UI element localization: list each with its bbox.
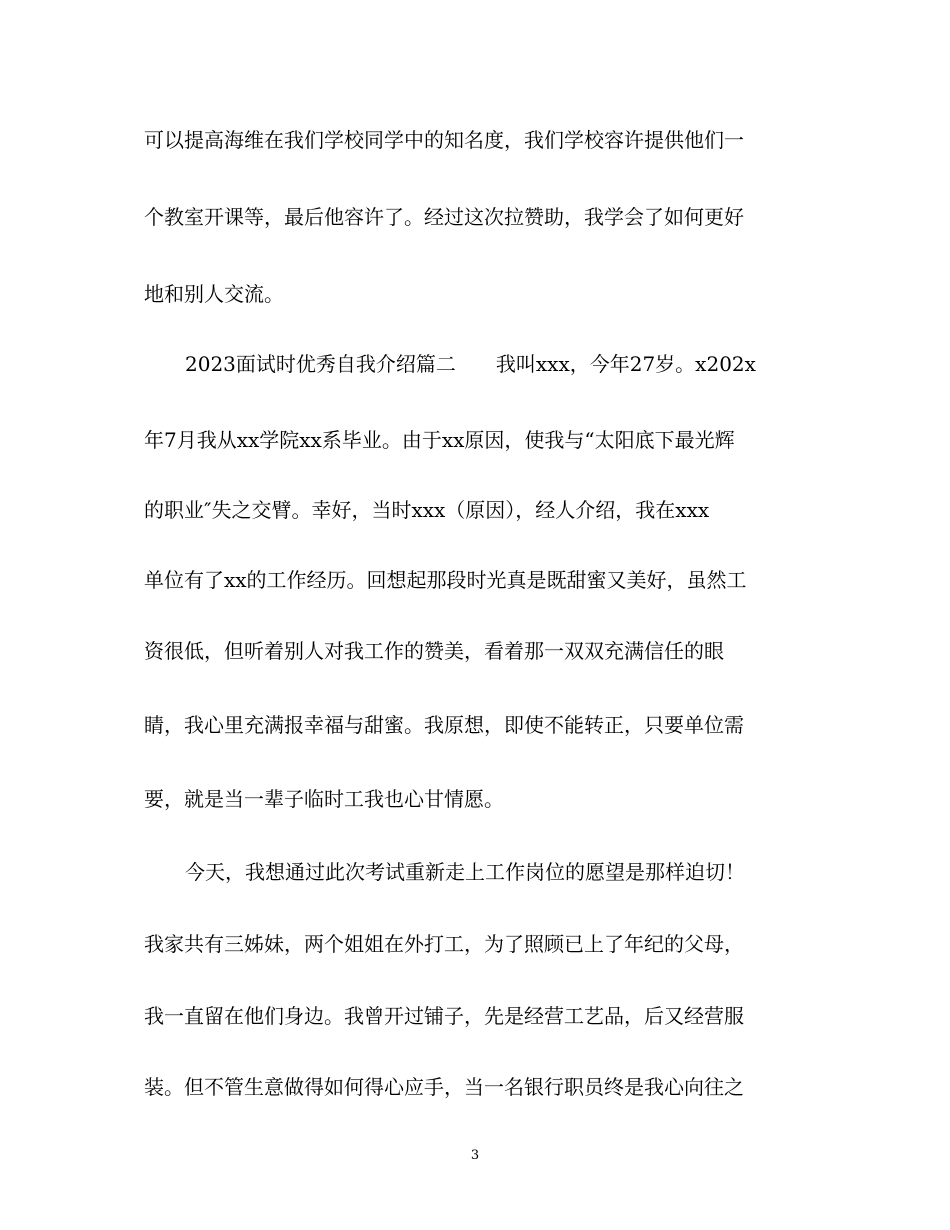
text-line: 个教室开课等，最后他容许了。经过这次拉赞助，我学会了如何更好 (144, 205, 744, 229)
text-line: 装。但不管生意做得如何得心应手，当一名银行职员终是我心向往之 (144, 1075, 744, 1099)
text-line: 年7月我从xx学院xx系毕业。由于xx原因，使我与“太阳底下最光辉 (144, 428, 735, 452)
section-heading-line: 2023面试时优秀自我介绍篇二 我叫xxx，今年27岁。x202x (185, 352, 756, 376)
text-line: 地和别人交流。 (144, 282, 284, 306)
paragraph-start-line: 今天，我想通过此次考试重新走上工作岗位的愿望是那样迫切！ (185, 860, 745, 884)
text-line: 单位有了xx的工作经历。回想起那段时光真是既甜蜜又美好，虽然工 (144, 568, 747, 592)
text-line: 的职业″失之交臂。幸好，当时xxx（原因），经人介绍，我在xxx (144, 498, 710, 522)
page-number: 3 (470, 1148, 480, 1163)
text-line: 睛，我心里充满报幸福与甜蜜。我原想，即使不能转正，只要单位需 (144, 713, 744, 737)
text-line: 我家共有三姊妹，两个姐姐在外打工，为了照顾已上了年纪的父母， (144, 932, 744, 956)
text-line: 可以提高海维在我们学校同学中的知名度，我们学校容许提供他们一 (144, 128, 744, 152)
text-line: 要，就是当一辈子临时工我也心甘情愿。 (144, 787, 504, 811)
text-line: 资很低，但听着别人对我工作的赞美，看着那一双双充满信任的眼 (144, 639, 724, 663)
text-line: 我一直留在他们身边。我曾开过铺子，先是经营工艺品，后又经营服 (144, 1004, 744, 1028)
